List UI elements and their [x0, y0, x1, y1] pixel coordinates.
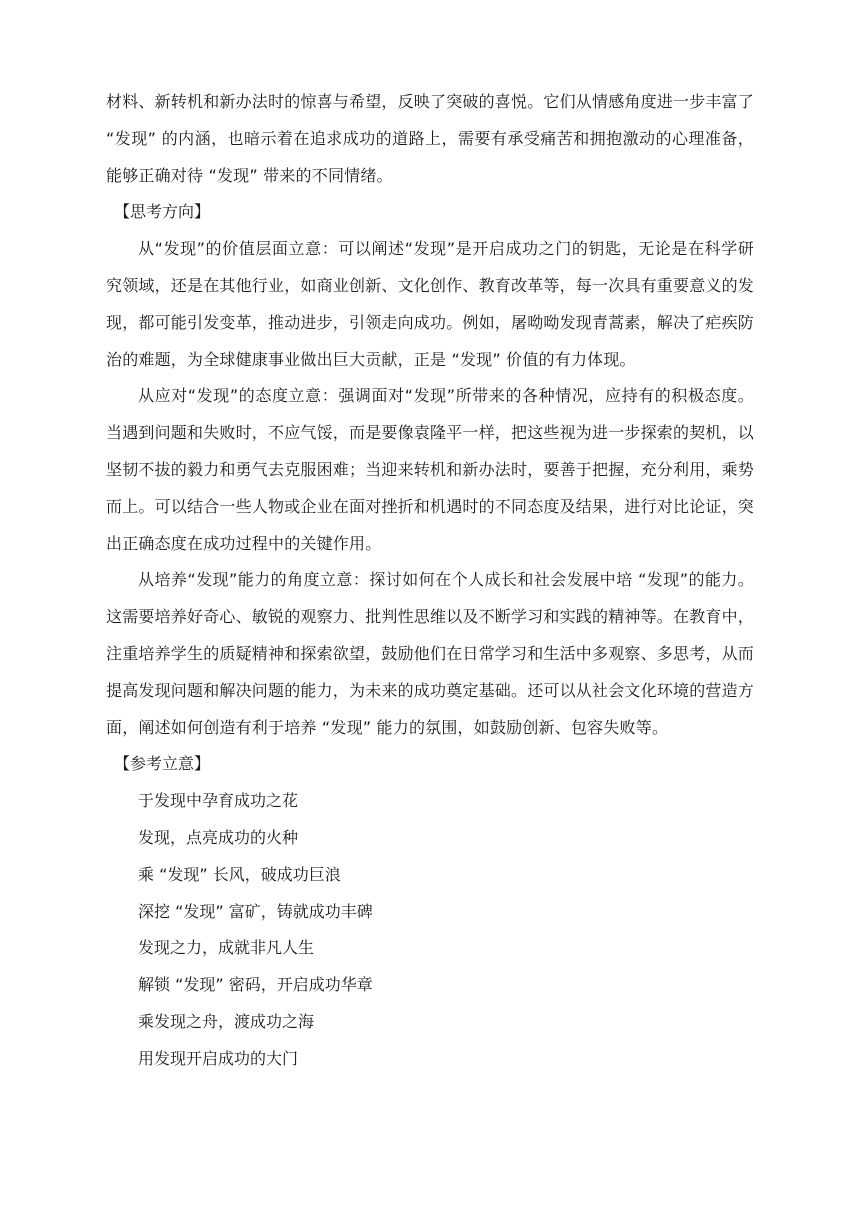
reference-title-item: 乘 “发现” 长风，破成功巨浪 — [138, 864, 341, 884]
reference-topics-heading: 【参考立意】 — [114, 754, 211, 774]
reference-title-item: 发现之力，成就非凡人生 — [138, 938, 315, 958]
reference-title-item: 乘发现之舟，渡成功之海 — [138, 1011, 315, 1031]
reference-title-item: 解锁 “发现” 密码，开启成功华章 — [138, 975, 373, 995]
document-body — [106, 84, 754, 1078]
value-level-paragraph: 从“发现”的价值层面立意：可以阐述“发现”是开启成功之门的钥匙，无论是在科学研究领域，还是在其他行业，如商业创新、文化创作、教育改革等，每一次具有重要意义的发现，都可能引发变革，推动进步，引领走向成功。例如，屠呦呦发现青蒿素，解决了疟疾防治的难题，为全球健康事业做出巨大贡献，正是 “发现” 价值的有力体现。 — [106, 239, 755, 369]
thinking-direction-heading: 【思考方向】 — [114, 202, 211, 222]
attitude-paragraph: 从应对“发现”的态度立意：强调面对“发现”所带来的各种情况，应持有的积极态度。当遇到问题和失败时，不应气馁，而是要像袁隆平一样，把这些视为进一步探索的契机，以坚韧不拔的毅力和勇气去克服困难；当迎来转机和新办法时，要善于把握，充分利用，乘势而上。可以结合一些人物或企业在面对挫折和机遇时的不同态度及结果，进行对比论证，突出正确态度在成功过程中的关键作用。 — [106, 386, 755, 553]
intro-paragraph: 材料、新转机和新办法时的惊喜与希望，反映了突破的喜悦。它们从情感角度进一步丰富了 “发现” 的内涵，也暗示着在追求成功的道路上，需要有承受痛苦和拥抱激动的心理准备，能够正确对待 “发现” 带来的不同情绪。 — [106, 92, 755, 185]
reference-title-item: 用发现开启成功的大门 — [138, 1048, 299, 1068]
reference-title-item: 发现，点亮成功的火种 — [138, 827, 299, 847]
ability-paragraph: 从培养“发现”能力的角度立意：探讨如何在个人成长和社会发展中培 “发现”的能力。这需要培养好奇心、敏锐的观察力、批判性思维以及不断学习和实践的精神等。在教育中，注重培养学生的质疑精神和探索欲望，鼓励他们在日常学习和生活中多观察、多思考，从而提高发现问题和解决问题的能力，为未来的成功奠定基础。还可以从社会文化环境的营造方面，阐述如何创造有利于培养 “发现” 能力的氛围，如鼓励创新、包容失败等。 — [106, 570, 755, 737]
reference-title-item: 于发现中孕育成功之花 — [138, 791, 299, 811]
reference-title-item: 深挖 “发现” 富矿，铸就成功丰碑 — [138, 901, 373, 921]
